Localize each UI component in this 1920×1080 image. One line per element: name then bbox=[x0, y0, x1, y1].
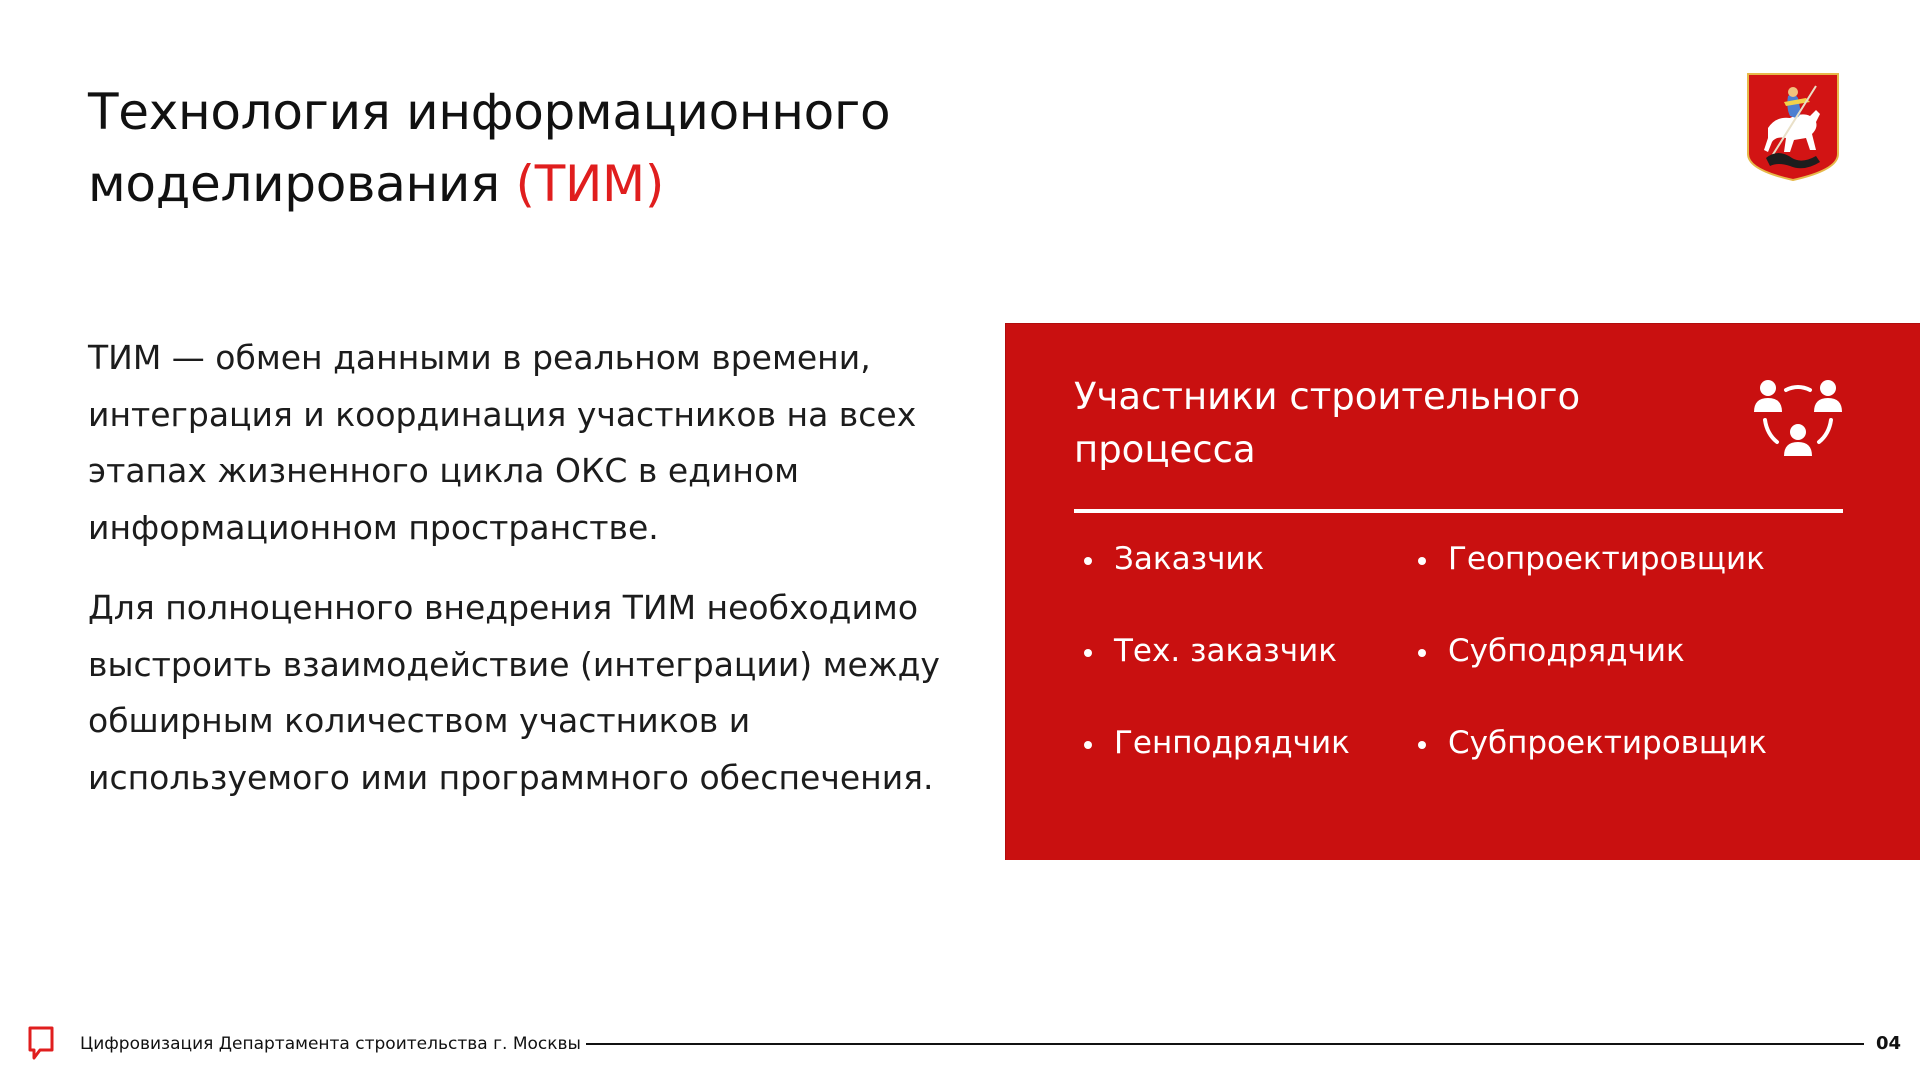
title-line-1: Технология информационного bbox=[88, 83, 891, 141]
panel-divider bbox=[1074, 509, 1843, 513]
moscow-coat-of-arms-icon bbox=[1746, 72, 1840, 182]
body-paragraph-1: ТИМ — обмен данными в реальном времени, интеграция и координация участников на всех этапах жизненного цикла ОКС в едином информационном пространстве. bbox=[88, 338, 917, 547]
participants-network-icon bbox=[1753, 378, 1843, 468]
participants-list-left bbox=[1078, 539, 1350, 815]
participants-list-right bbox=[1412, 539, 1767, 815]
footer-text: Цифровизация Департамента строительства г. Москвы bbox=[80, 1034, 581, 1054]
list-item: Геопроектировщик bbox=[1412, 539, 1767, 631]
speech-bubble-logo-icon bbox=[28, 1026, 54, 1060]
list-item: Тех. заказчик bbox=[1078, 631, 1350, 723]
list-item: Генподрядчик bbox=[1078, 723, 1350, 815]
body-text bbox=[88, 330, 948, 806]
footer-divider bbox=[586, 1043, 1864, 1045]
page-number: 04 bbox=[1876, 1033, 1902, 1054]
title-accent: (ТИМ) bbox=[515, 155, 665, 213]
body-paragraph-2: Для полноценного внедрения ТИМ необходимо выстроить взаимодействие (интеграции) между обширным количеством участников и используемого ими программного обеспечения. bbox=[88, 588, 940, 797]
title-line-2: моделирования bbox=[88, 155, 500, 213]
participants-panel bbox=[1005, 323, 1920, 860]
page-title bbox=[88, 76, 988, 220]
list-item: Заказчик bbox=[1078, 539, 1350, 631]
panel-title: Участники строительного процесса bbox=[1074, 375, 1581, 471]
list-item: Субподрядчик bbox=[1412, 631, 1767, 723]
list-item: Субпроектировщик bbox=[1412, 723, 1767, 815]
